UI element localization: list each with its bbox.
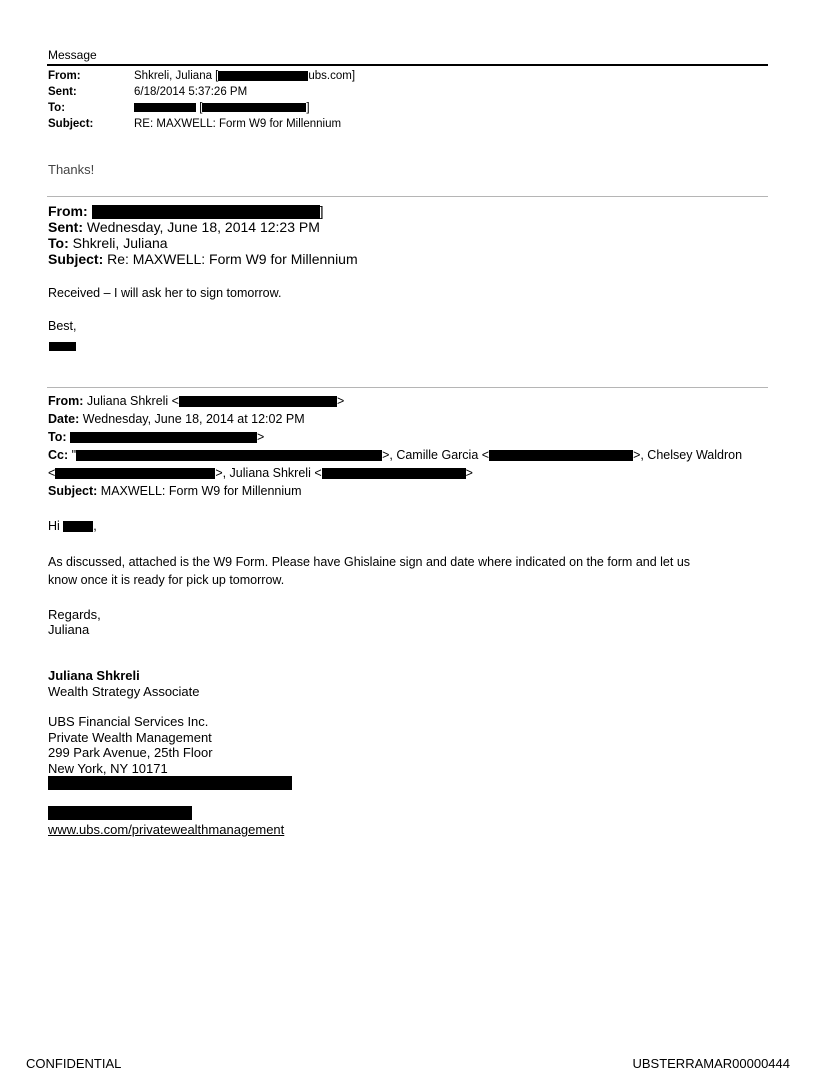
subject-label: Subject: [48, 118, 94, 130]
footer-bates-number: UBSTERRAMAR00000444 [632, 1056, 790, 1071]
signature-address1: 299 Park Avenue, 25th Floor [48, 745, 213, 760]
redaction-block [63, 521, 93, 532]
msg3-cc: Cc: " >, Camille Garcia < >, Chelsey Waldron [48, 448, 743, 462]
from-label: From: [48, 70, 81, 82]
redaction-block [76, 450, 382, 461]
msg3-cc-line2: < >, Juliana Shkreli < > [48, 466, 473, 480]
msg3-from: From: Juliana Shkreli < > [48, 394, 345, 408]
to-value: [ ] [134, 102, 310, 114]
msg3-to: To: > [48, 430, 265, 444]
website-link[interactable]: www.ubs.com/privatewealthmanagement [48, 822, 285, 837]
signature-division: Private Wealth Management [48, 730, 212, 745]
msg3-regards-name: Juliana [48, 622, 90, 637]
msg2-closing: Best, [48, 319, 77, 333]
redaction-block [202, 103, 306, 112]
redaction-block [218, 71, 308, 81]
from-value: Shkreli, Juliana [ ubs.com] [134, 70, 356, 82]
msg2-subject: Subject: Re: MAXWELL: Form W9 for Millennium [48, 251, 358, 267]
sent-value: 6/18/2014 5:37:26 PM [134, 86, 248, 98]
signature-address2: New York, NY 10171 [48, 761, 168, 776]
message-title: Message [48, 48, 97, 62]
redaction-block [92, 205, 320, 219]
msg3-body-line1: As discussed, attached is the W9 Form. Please have Ghislaine sign and date where indicated on the form and let us [48, 555, 691, 569]
redaction-block [70, 432, 257, 443]
msg3-subject: Subject: MAXWELL: Form W9 for Millennium [48, 484, 302, 498]
msg2-to: To: Shkreli, Juliana [48, 235, 168, 251]
redacted-contact [48, 806, 192, 820]
divider [47, 387, 768, 388]
msg3-body-line2: know once it is ready for pick up tomorrow. [48, 573, 285, 587]
msg2-from: From: ] [48, 203, 324, 219]
msg3-regards: Regards, [48, 607, 101, 622]
msg2-sent: Sent: Wednesday, June 18, 2014 12:23 PM [48, 219, 320, 235]
signature-company: UBS Financial Services Inc. [48, 714, 209, 729]
divider [47, 196, 768, 197]
footer-confidential: CONFIDENTIAL [26, 1056, 122, 1071]
redacted-signature [49, 342, 76, 351]
redaction-block [55, 468, 215, 479]
subject-value: RE: MAXWELL: Form W9 for Millennium [134, 118, 342, 130]
reply-body: Thanks! [48, 162, 95, 177]
redaction-block [134, 103, 196, 112]
redaction-block [489, 450, 633, 461]
header-divider [47, 64, 768, 66]
signature-title: Wealth Strategy Associate [48, 684, 200, 699]
msg3-date: Date: Wednesday, June 18, 2014 at 12:02 PM [48, 412, 305, 426]
msg2-body: Received – I will ask her to sign tomorrow. [48, 286, 282, 300]
msg3-greeting: Hi , [48, 519, 97, 533]
sent-label: Sent: [48, 86, 77, 98]
redaction-block [322, 468, 466, 479]
to-label: To: [48, 102, 66, 114]
redaction-block [179, 396, 337, 407]
redacted-contact [48, 776, 292, 790]
signature-name: Juliana Shkreli [48, 668, 140, 683]
